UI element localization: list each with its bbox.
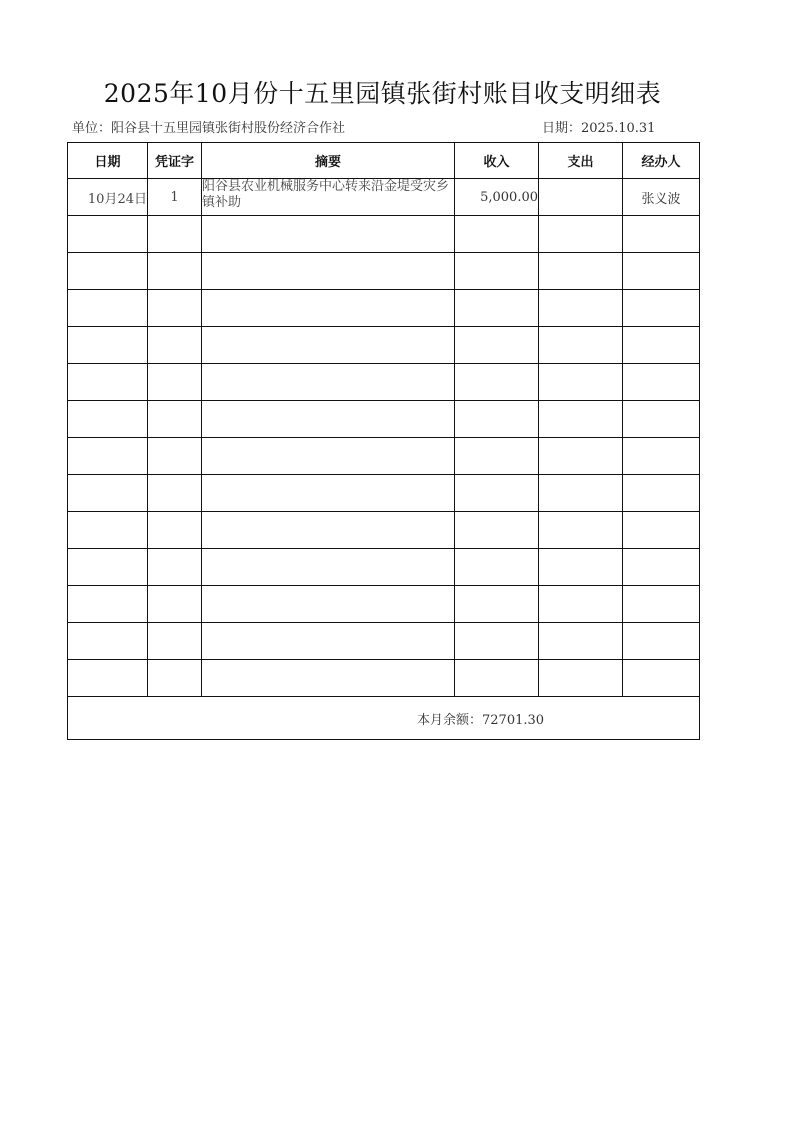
cell-voucher (148, 438, 202, 475)
cell-summary (202, 327, 455, 364)
cell-handler (623, 401, 700, 438)
unit-label: 单位：阳谷县十五里园镇张街村股份经济合作社 (72, 121, 346, 136)
cell-date (68, 475, 148, 512)
cell-handler (623, 290, 700, 327)
cell-date (68, 512, 148, 549)
cell-summary: 阳谷县农业机械服务中心转来沿金堤受灾乡镇补助 (202, 179, 455, 216)
cell-expense (539, 364, 623, 401)
cell-expense (539, 512, 623, 549)
cell-summary (202, 475, 455, 512)
cell-voucher (148, 364, 202, 401)
table-row (68, 253, 700, 290)
cell-date (68, 327, 148, 364)
cell-expense (539, 549, 623, 586)
cell-voucher (148, 512, 202, 549)
cell-voucher (148, 216, 202, 253)
cell-expense (539, 179, 623, 216)
cell-voucher (148, 660, 202, 697)
cell-summary (202, 401, 455, 438)
cell-income (455, 364, 539, 401)
cell-handler (623, 660, 700, 697)
cell-income (455, 290, 539, 327)
table-row (68, 401, 700, 438)
header-income: 收入 (455, 143, 539, 179)
report-date: 日期：2025.10.31 (542, 121, 656, 136)
cell-income: 5,000.00 (455, 179, 539, 216)
header-voucher: 凭证字 (148, 143, 202, 179)
cell-handler (623, 512, 700, 549)
cell-voucher (148, 253, 202, 290)
page-title: 2025年10月份十五里园镇张街村账目收支明细表 (103, 79, 662, 108)
table-row (68, 216, 700, 253)
cell-expense (539, 401, 623, 438)
cell-handler (623, 216, 700, 253)
cell-summary (202, 438, 455, 475)
cell-income (455, 253, 539, 290)
table-row (68, 327, 700, 364)
cell-income (455, 475, 539, 512)
cell-summary (202, 290, 455, 327)
cell-voucher (148, 623, 202, 660)
month-balance: 本月余额：72701.30 (68, 697, 700, 740)
cell-income (455, 623, 539, 660)
table-row (68, 512, 700, 549)
cell-handler (623, 549, 700, 586)
table-header-row (68, 143, 700, 179)
table-row (68, 179, 700, 216)
cell-voucher: 1 (148, 179, 202, 216)
cell-voucher (148, 290, 202, 327)
cell-voucher (148, 401, 202, 438)
cell-summary (202, 216, 455, 253)
table-row (68, 623, 700, 660)
cell-expense (539, 253, 623, 290)
table-row (68, 364, 700, 401)
cell-expense (539, 660, 623, 697)
cell-date (68, 549, 148, 586)
header-summary: 摘要 (202, 143, 455, 179)
cell-income (455, 438, 539, 475)
cell-income (455, 549, 539, 586)
cell-handler (623, 475, 700, 512)
cell-date (68, 438, 148, 475)
header-date: 日期 (68, 143, 148, 179)
balance-row (68, 697, 700, 740)
cell-income (455, 660, 539, 697)
cell-expense (539, 586, 623, 623)
cell-income (455, 216, 539, 253)
cell-voucher (148, 327, 202, 364)
cell-date (68, 364, 148, 401)
table-row (68, 475, 700, 512)
cell-summary (202, 586, 455, 623)
cell-expense (539, 216, 623, 253)
cell-expense (539, 438, 623, 475)
cell-date (68, 253, 148, 290)
cell-handler (623, 623, 700, 660)
cell-handler (623, 586, 700, 623)
cell-voucher (148, 475, 202, 512)
cell-expense (539, 327, 623, 364)
cell-summary (202, 364, 455, 401)
header-expense: 支出 (539, 143, 623, 179)
cell-date (68, 623, 148, 660)
cell-summary (202, 512, 455, 549)
cell-expense (539, 475, 623, 512)
cell-summary (202, 660, 455, 697)
cell-income (455, 327, 539, 364)
table-row (68, 290, 700, 327)
cell-date (68, 216, 148, 253)
cell-income (455, 586, 539, 623)
table-row (68, 660, 700, 697)
cell-summary (202, 549, 455, 586)
table-row (68, 438, 700, 475)
ledger-table (67, 142, 700, 740)
cell-date (68, 401, 148, 438)
cell-handler (623, 327, 700, 364)
cell-voucher (148, 586, 202, 623)
cell-date (68, 586, 148, 623)
cell-date (68, 660, 148, 697)
cell-expense (539, 623, 623, 660)
cell-expense (539, 290, 623, 327)
table-row (68, 586, 700, 623)
table-row (68, 549, 700, 586)
cell-date: 10月24日 (68, 179, 148, 216)
cell-handler: 张义波 (623, 179, 700, 216)
cell-date (68, 290, 148, 327)
cell-handler (623, 364, 700, 401)
cell-handler (623, 253, 700, 290)
cell-income (455, 512, 539, 549)
header-handler: 经办人 (623, 143, 700, 179)
cell-handler (623, 438, 700, 475)
cell-income (455, 401, 539, 438)
cell-voucher (148, 549, 202, 586)
cell-summary (202, 623, 455, 660)
cell-summary (202, 253, 455, 290)
